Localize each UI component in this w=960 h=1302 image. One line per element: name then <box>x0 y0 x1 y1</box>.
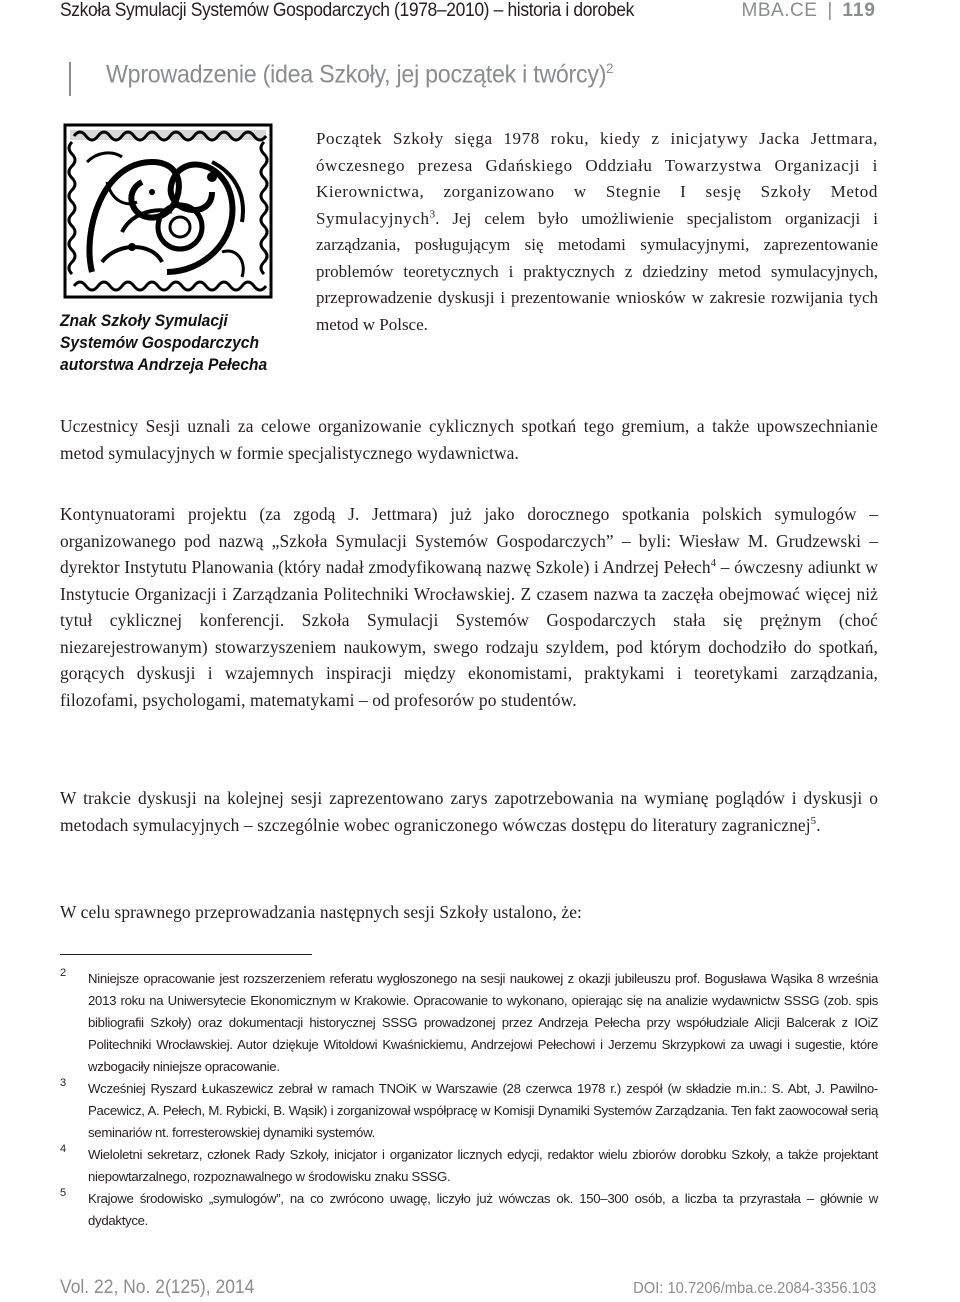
footnote-item <box>60 1188 878 1232</box>
journal-header <box>742 0 876 22</box>
paragraph-3 <box>60 785 878 838</box>
volume-info: Vol. 22, No. 2(125), 2014 <box>60 1277 255 1298</box>
doi: DOI: 10.7206/mba.ce.2084-3356.103 <box>632 1280 876 1297</box>
intro-paragraph <box>316 126 878 338</box>
running-title: Szkoła Symulacji Systemów Gospodarczych (1978–2010) – historia i dorobek <box>60 0 634 21</box>
intro-text-part1: Początek Szkoły sięga 1978 roku, kiedy z inicjatywy Jacka Jettmara, ówczesnego prezesa Gdańskiego Oddziału Towarzystwa Organizacji i Kierownictwa, zorganizowano w Stegnie I sesję Szkoły Metod Symulacyjnych <box>316 129 878 228</box>
paragraph-2-part1: Kontynuatorami projektu (za zgodą J. Jettmara) już jako dorocznego spotkania polskich symulogów – organizowanego pod nazwą „Szkoła Symulacji Systemów Gospodarczych” – byli: Wiesław M. Grudzewski – dyrektor Instytutu Planowania (który nadał zmodyfikowaną nazwę Szkole) i Andrzej Pełech <box>60 504 878 577</box>
logo-caption-line: autorstwa Andrzeja Pełecha <box>60 355 268 374</box>
logo-caption <box>60 310 310 376</box>
school-logo-image <box>62 122 274 300</box>
paragraph-2 <box>60 501 878 713</box>
page-number: 119 <box>842 0 876 21</box>
paragraph-3-part1: W trakcie dyskusji na kolejnej sesji zaprezentowano zarys zapotrzebowania na wymianę poglądów i dyskusji o metodach symulacyjnych – szczególnie wobec ograniczonego wówczas dostępu do literatury zagranicznej <box>60 788 878 835</box>
header-separator: | <box>827 0 833 21</box>
logo-caption-line: Systemów Gospodarczych <box>60 333 260 352</box>
footnote-number: 4 <box>60 1143 66 1155</box>
footnote-text: Wcześniej Ryszard Łukaszewicz zebrał w ramach TNOiK w Warszawie (28 czerwca 1978 r.) zespół (w składzie m.in.: S. Abt, J. Pawilno-Pacewicz, A. Pełech, M. Rybicki, B. Wąsik) i zorganizował współpracę w Komisji Dynamiki Systemów Zarządzania. Ten fakt zaowocował serią seminariów nt. forresterowskiej dynamiki systemów. <box>88 1081 878 1140</box>
footnote-text: Krajowe środowisko „symulogów”, na co zwrócono uwagę, liczyło już wówczas ok. 150–300 osób, a liczba ta przyrastała – głównie w dydaktyce. <box>88 1191 878 1228</box>
paragraph-3-part2: . <box>816 814 821 835</box>
footnote-number: 2 <box>60 967 66 979</box>
section-footnote-ref: 2 <box>606 60 614 76</box>
footnote-number: 3 <box>60 1077 66 1089</box>
journal-name: MBA.CE <box>741 0 818 21</box>
section-title <box>106 60 613 89</box>
intro-text-part2: . Jej celem było umożliwienie specjalistom organizacji i zarządzania, posługującym się metodami symulacyjnymi, zaprezentowanie problemów teoretycznych i praktycznych z dziedziny metod symulacyjnych, przeprowadzenie dyskusji i prezentowanie wniosków w zakresie rozwijania tych metod w Polsce. <box>316 208 878 334</box>
footnote-item <box>60 1144 878 1188</box>
footnote-separator <box>60 954 312 955</box>
footnote-item <box>60 1078 878 1144</box>
logo-caption-line: Znak Szkoły Symulacji <box>60 311 228 330</box>
footnote-ref-3: 3 <box>429 207 436 220</box>
footnote-ref-4: 4 <box>710 557 717 570</box>
paragraph-1: Uczestnicy Sesji uznali za celowe organizowanie cyklicznych spotkań tego gremium, a także upowszechnianie metod symulacyjnych w formie specjalistycznego wydawnictwa. <box>60 416 878 463</box>
section-title-text: Wprowadzenie (idea Szkoły, jej początek i twórcy) <box>106 60 607 89</box>
footnote-item <box>60 968 878 1078</box>
footnote-text: Wieloletni sekretarz, członek Rady Szkoły, inicjator i organizator licznych edycji, redaktor wielu zbiorów dorobku Szkoły, a także projektant niepowtarzalnego, rozpoznawalnego w środowisku znaku SSSG. <box>88 1147 878 1184</box>
paragraph-4: W celu sprawnego przeprowadzania następnych sesji Szkoły ustalono, że: <box>60 902 582 922</box>
section-marker-bar <box>69 62 71 96</box>
footnotes <box>60 968 878 1232</box>
footnote-number: 5 <box>60 1187 66 1199</box>
footnote-text: Niniejsze opracowanie jest rozszerzeniem referatu wygłoszonego na sesji naukowej z okazji jubileuszu prof. Bogusława Wąsika 8 września 2013 roku na Uniwersytecie Ekonomicznym w Krakowie. Opracowanie to wykonano, opierając się na analizie wydawnictw SSSG (zob. spis bibliografii Szkoły) oraz dokumentacji historycznej SSSG prowadzonej przez Andrzeja Pełecha przy współudziale Alicji Balcerak z IOiZ Politechniki Wrocławskiej. Autor dziękuje Witoldowi Kwaśnickiemu, Andrzejowi Pełechowi i Jerzemu Skrzypkowi za uwagi i sugestie, które wzbogaciły niniejsze opracowanie. <box>88 971 878 1074</box>
footnote-ref-5: 5 <box>810 814 817 827</box>
paragraph-2-part2: – ówczesny adiunkt w Instytucie Organizacji i Zarządzania Politechniki Wrocławskiej. Z czasem nazwa ta zaczęła obejmować więcej niż tytuł cyklicznej konferencji. Szkoła Symulacji Systemów Gospodarczych stała się prężnym (choć niezarejestrowanym) stowarzyszeniem naukowym, swego rodzaju szyldem, pod którym dochodziło do spotkań, gorących dyskusji i wzajemnych inspiracji między ekonomistami, praktykami i teoretykami zarządzania, filozofami, psychologami, matematykami – od profesorów po studentów. <box>60 557 878 710</box>
